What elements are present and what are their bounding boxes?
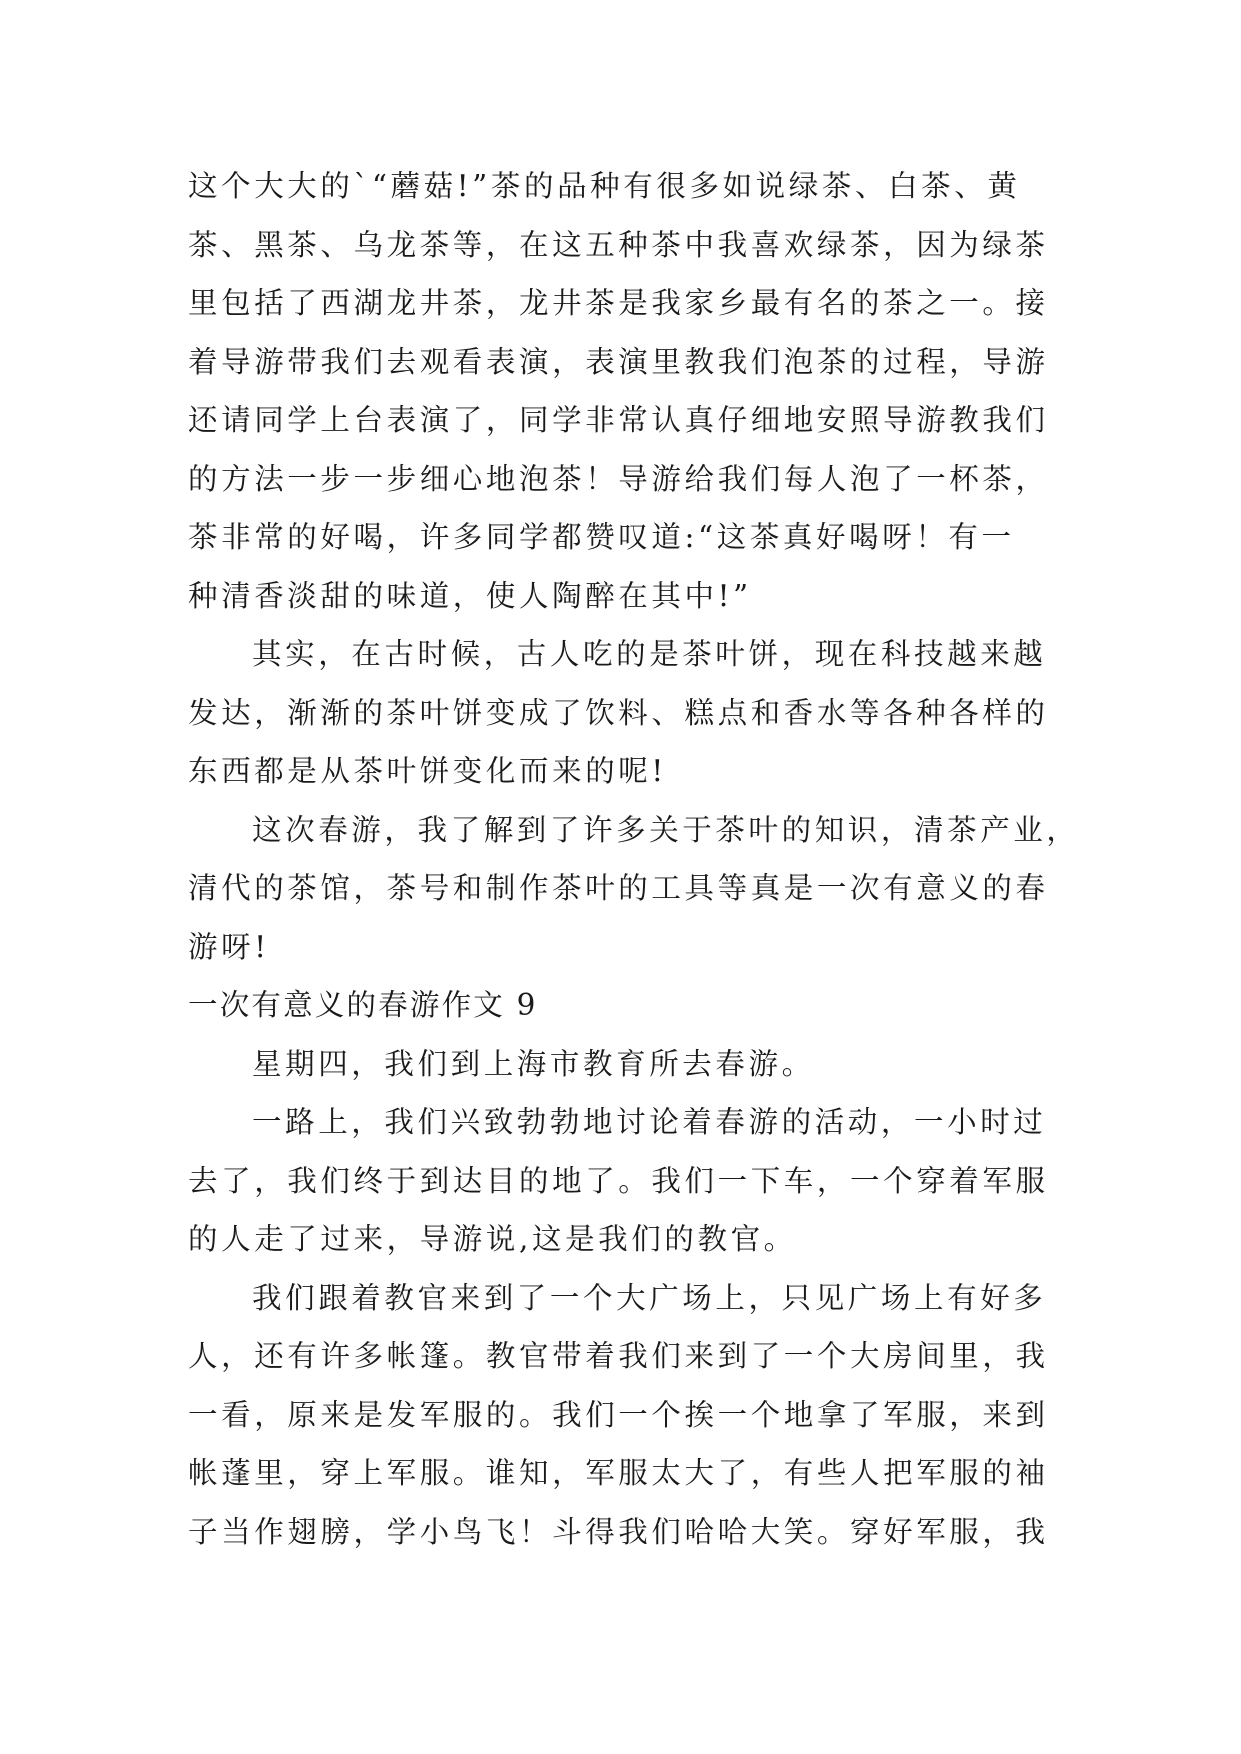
text-line: 种清香淡甜的味道，使人陶醉在其中!” [188,578,752,613]
text-line: 发达，渐渐的茶叶饼变成了饮料、糕点和香水等各种各样的 [188,695,1049,730]
text-line: 茶非常的好喝，许多同学都赞叹道:“这茶真好喝呀！有一 [188,520,1015,554]
text-line: 一看，原来是发军服的。我们一个挨一个地拿了军服，来到 [188,1397,1049,1432]
text-line: 茶、黑茶、乌龙茶等，在这五种茶中我喜欢绿茶，因为绿茶 [188,227,1049,262]
paragraph-start-line: 一路上，我们兴致勃勃地讨论着春游的活动，一小时过 [252,1105,1047,1139]
text-line: 还请同学上台表演了，同学非常认真仔细地安照导游教我们 [188,403,1049,437]
text-line: 的人走了过来，导游说,这是我们的教官。 [188,1222,797,1256]
text-line: 游呀! [188,929,270,964]
text-line: 帐蓬里，穿上军服。谁知，军服太大了，有些人把军服的袖 [188,1456,1049,1490]
paragraph-start-line: 其实，在古时候，古人吃的是茶叶饼，现在科技越来越 [252,637,1047,671]
document-page [188,157,1080,1561]
text-line: 的方法一步一步细心地泡茶！导游给我们每人泡了一杯茶， [188,461,1049,496]
text-line: 清代的茶馆，茶号和制作茶叶的工具等真是一次有意义的春 [188,871,1049,905]
text-line: 子当作翅膀，学小鸟飞！斗得我们哈哈大笑。穿好军服，我 [188,1514,1049,1549]
paragraph-start-line: 星期四，我们到上海市教育所去春游。 [252,1046,815,1081]
text-line: 人，还有许多帐篷。教官带着我们来到了一个大房间里，我 [188,1339,1049,1373]
paragraph-start-line: 我们跟着教官来到了一个大广场上，只见广场上有好多 [252,1280,1047,1315]
text-line: 东西都是从茶叶饼变化而来的呢! [188,754,667,788]
text-line: 去了，我们终于到达目的地了。我们一下车，一个穿着军服 [188,1163,1049,1198]
text-line: 这个大大的`“蘑菇!”茶的品种有很多如说绿茶、白茶、黄 [188,169,1021,203]
text-line: 里包括了西湖龙井茶，龙井茶是我家乡最有名的茶之一。接 [188,286,1049,320]
paragraph-start-line: 这次春游，我了解到了许多关于茶叶的知识，清茶产业， [252,812,1080,847]
essay-title: 一次有意义的春游作文 9 [188,988,538,1022]
text-line: 着导游带我们去观看表演，表演里教我们泡茶的过程，导游 [188,344,1049,379]
